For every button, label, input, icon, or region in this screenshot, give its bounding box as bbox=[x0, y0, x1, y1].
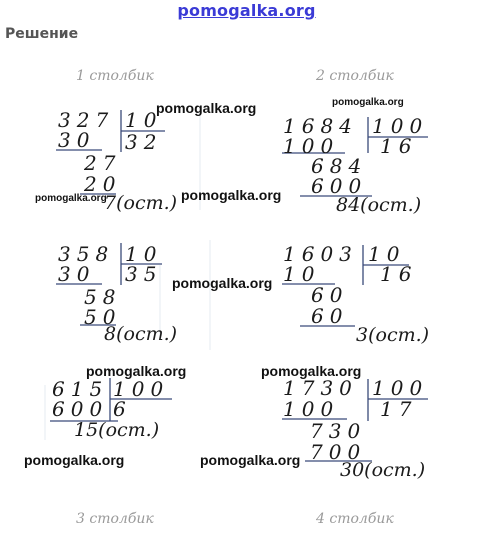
watermark: pomogalka.org bbox=[24, 452, 125, 468]
watermark: pomogalka.org bbox=[86, 363, 187, 379]
p4-subtrahend-1: 10 bbox=[283, 262, 321, 286]
p4-remainder: 3(ост.) bbox=[356, 324, 430, 346]
p1-quotient: 32 bbox=[125, 130, 163, 154]
p1-remainder: 7(ост.) bbox=[104, 192, 178, 214]
watermark: pomogalka.org bbox=[200, 452, 301, 468]
p6-subtrahend-1: 100 bbox=[283, 397, 340, 421]
p3-partial-remainder: 58 bbox=[84, 285, 122, 309]
p6-quotient: 17 bbox=[380, 397, 418, 421]
p6-divisor: 100 bbox=[372, 376, 429, 400]
p2-partial-remainder: 684 bbox=[311, 154, 368, 178]
p2-subtrahend-2: 600 bbox=[311, 174, 368, 198]
p6-partial-remainder: 730 bbox=[310, 419, 367, 443]
p6-remainder: 30(ост.) bbox=[340, 459, 426, 481]
watermark: pomogalka.org bbox=[35, 193, 107, 204]
p3-subtrahend-1: 30 bbox=[58, 262, 96, 286]
p5-subtrahend-1: 600 bbox=[52, 397, 109, 421]
site-link[interactable]: pomogalka.org bbox=[177, 1, 316, 20]
p4-partial-remainder: 60 bbox=[311, 283, 349, 307]
p1-subtrahend-2: 20 bbox=[84, 172, 122, 196]
p5-dividend: 615 bbox=[52, 377, 109, 401]
p3-subtrahend-2: 50 bbox=[84, 305, 122, 329]
p1-divisor: 10 bbox=[125, 108, 163, 132]
p3-dividend: 358 bbox=[58, 242, 115, 266]
watermark: pomogalka.org bbox=[261, 363, 362, 379]
column-label-2: 2 столбик bbox=[316, 68, 394, 84]
p6-dividend: 1730 bbox=[283, 376, 358, 400]
p6-subtrahend-2: 700 bbox=[310, 440, 367, 464]
p2-quotient: 16 bbox=[380, 134, 418, 158]
watermark: pomogalka.org bbox=[181, 187, 282, 203]
watermark: pomogalka.org bbox=[156, 100, 257, 116]
p4-divisor: 10 bbox=[368, 242, 406, 266]
p2-subtrahend-1: 100 bbox=[283, 134, 340, 158]
p2-divisor: 100 bbox=[372, 114, 429, 138]
p4-quotient: 16 bbox=[380, 262, 418, 286]
column-label-3: 3 столбик bbox=[76, 511, 154, 527]
column-label-1: 1 столбик bbox=[76, 68, 154, 84]
p3-divisor: 10 bbox=[125, 242, 163, 266]
p3-quotient: 35 bbox=[125, 262, 163, 286]
p1-dividend: 327 bbox=[58, 108, 115, 132]
p4-subtrahend-2: 60 bbox=[311, 304, 349, 328]
p5-quotient: 6 bbox=[113, 397, 132, 421]
p3-remainder: 8(ост.) bbox=[104, 323, 178, 345]
p4-dividend: 1603 bbox=[283, 242, 358, 266]
column-label-4: 4 столбик bbox=[316, 511, 394, 527]
p1-partial-remainder: 27 bbox=[84, 151, 122, 175]
watermark: pomogalka.org bbox=[332, 97, 404, 108]
solution-heading: Решение bbox=[5, 26, 79, 42]
p5-divisor: 100 bbox=[113, 377, 170, 401]
p1-subtrahend-1: 30 bbox=[58, 128, 96, 152]
watermark: pomogalka.org bbox=[172, 275, 273, 291]
p5-remainder: 15(ост.) bbox=[74, 419, 160, 441]
p2-dividend: 1684 bbox=[283, 114, 358, 138]
p2-remainder: 84(ост.) bbox=[336, 194, 422, 216]
